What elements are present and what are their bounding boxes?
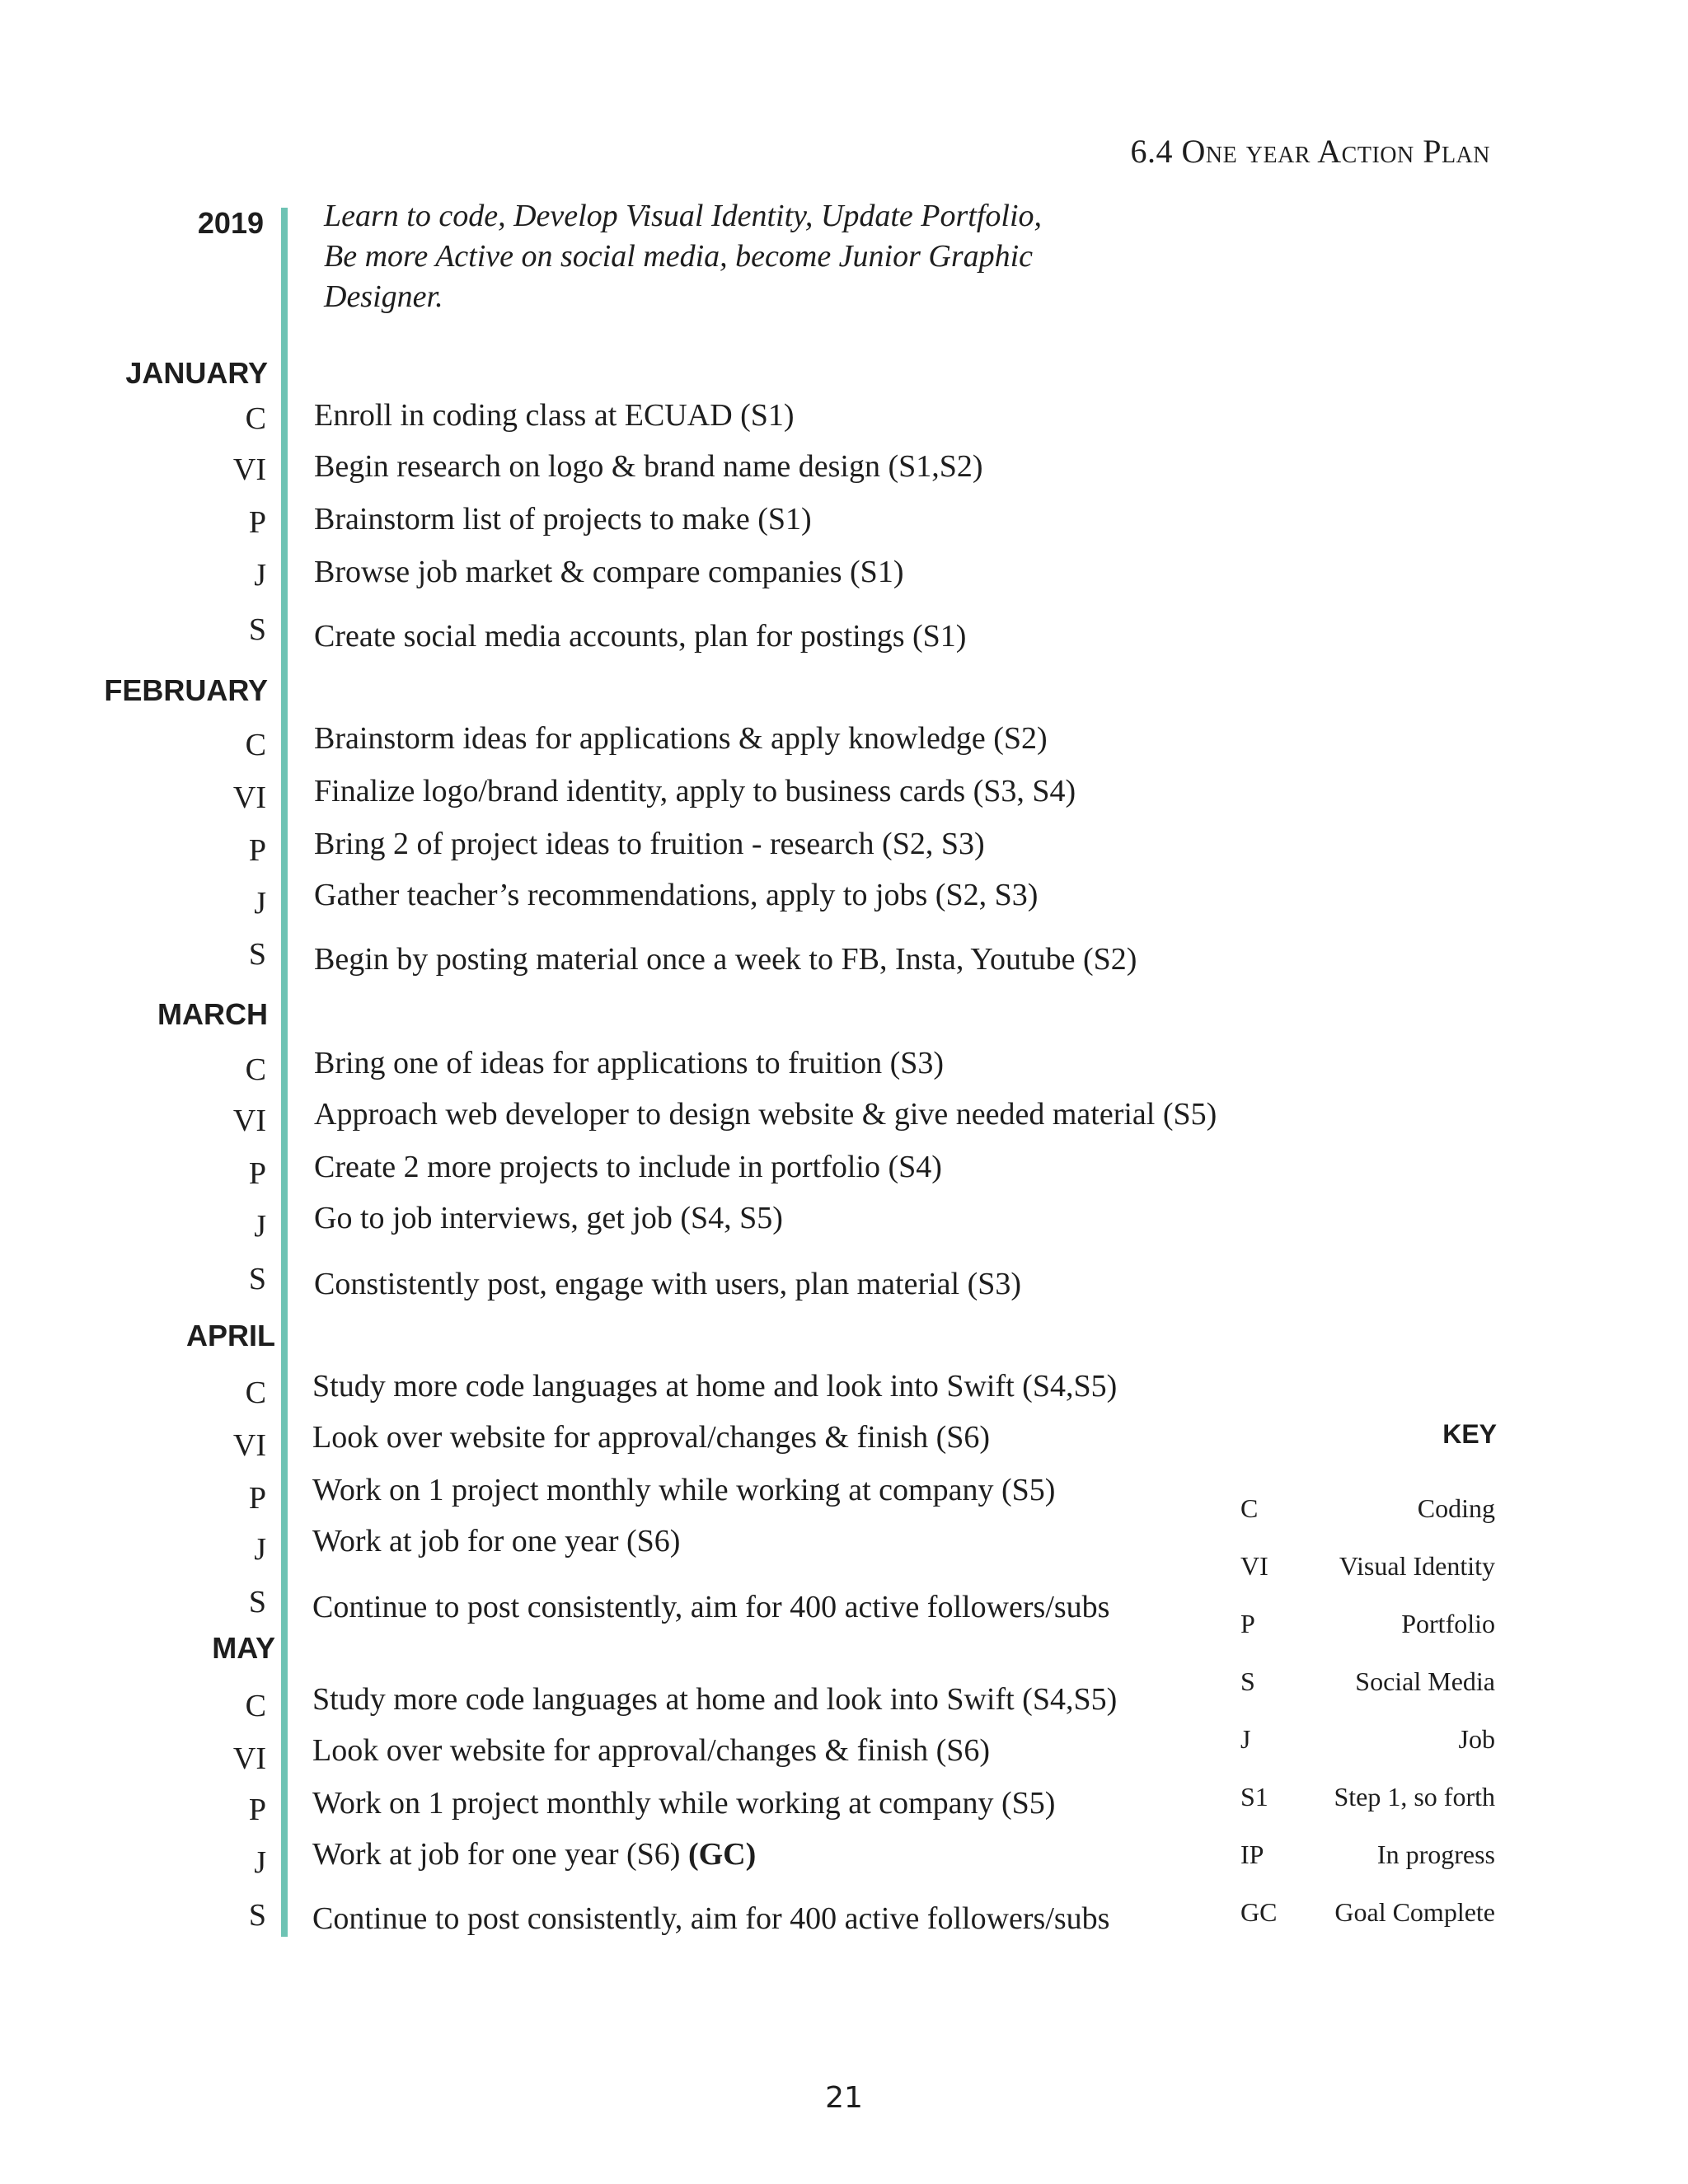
task-text: Approach web developer to design website & give needed material (S5) (314, 1097, 1217, 1132)
task-text: Continue to post consistently, aim for 400 active followers/subs (312, 1901, 1110, 1936)
key-code: GC (1240, 1897, 1278, 1927)
key-code: VI (1240, 1551, 1268, 1581)
task-text: Continue to post consistently, aim for 400 active followers/subs (312, 1590, 1110, 1624)
key-label: Goal Complete (1334, 1897, 1495, 1927)
task-text: Brainstorm list of projects to make (S1) (314, 502, 812, 537)
task-code: S (248, 612, 266, 647)
task-text: Enroll in coding class at ECUAD (S1) (314, 398, 795, 433)
key-code: C (1240, 1493, 1259, 1523)
task-code: J (254, 1209, 266, 1244)
task-text: Create social media accounts, plan for postings (S1) (314, 619, 967, 654)
task-code: P (248, 1793, 266, 1827)
task-code: C (245, 1689, 266, 1723)
year-label: 2019 (197, 206, 264, 240)
section-number: 6.4 (1130, 133, 1174, 170)
key-code: J (1240, 1724, 1251, 1754)
task-text: Study more code languages at home and look into Swift (S4,S5) (312, 1369, 1118, 1404)
task-text: Create 2 more projects to include in portfolio (S4) (314, 1150, 942, 1184)
task-text: Work at job for one year (S6) (312, 1524, 681, 1558)
task-code: S (248, 1262, 266, 1296)
goal-complete-marker: (GC) (687, 1837, 757, 1872)
section-title: One year Action Plan (1181, 133, 1490, 170)
task-code: P (248, 1156, 266, 1191)
task-code: VI (232, 1104, 266, 1138)
task-text: Study more code languages at home and look into Swift (S4,S5) (312, 1682, 1118, 1717)
task-code: P (248, 1481, 266, 1516)
key-code: IP (1240, 1840, 1264, 1869)
task-text: Look over website for approval/changes & finish (S6) (312, 1733, 991, 1768)
section-heading (1131, 132, 1490, 171)
task-code: C (245, 1052, 266, 1087)
task-text: Begin research on logo & brand name design (S1,S2) (314, 449, 983, 484)
task-text: Brainstorm ideas for applications & apply knowledge (S2) (314, 721, 1048, 756)
key-label: Coding (1417, 1493, 1495, 1523)
key-label: Portfolio (1401, 1609, 1495, 1638)
key-code: S1 (1240, 1782, 1268, 1811)
task-code: J (254, 886, 266, 921)
key-label: In progress (1376, 1840, 1495, 1869)
key-code: S (1240, 1666, 1255, 1696)
month-heading-may: MAY (212, 1631, 275, 1665)
task-code: S (248, 1898, 266, 1933)
task-code: C (245, 401, 266, 436)
task-code: VI (232, 1428, 266, 1463)
task-text-main: Work at job for one year (S6) (312, 1837, 681, 1872)
task-text: Bring 2 of project ideas to fruition - research (S2, S3) (314, 827, 985, 861)
month-heading-february: FEBRUARY (104, 673, 268, 707)
task-text: Look over website for approval/changes & finish (S6) (312, 1420, 991, 1455)
task-text: Go to job interviews, get job (S4, S5) (314, 1201, 783, 1235)
task-text: Finalize logo/brand identity, apply to business cards (S3, S4) (314, 774, 1076, 808)
key-label: Job (1458, 1724, 1495, 1754)
key-label: Step 1, so forth (1334, 1782, 1495, 1811)
task-code: S (248, 937, 266, 972)
task-text: Begin by posting material once a week to FB, Insta, Youtube (S2) (314, 942, 1137, 977)
task-text: Bring one of ideas for applications to fruition (S3) (314, 1046, 945, 1080)
task-code: P (248, 505, 266, 540)
task-code: J (254, 1532, 266, 1567)
task-code: C (245, 728, 266, 762)
task-text: Work on 1 project monthly while working at company (S5) (312, 1473, 1056, 1507)
task-text: Constistently post, engage with users, plan material (S3) (314, 1267, 1022, 1301)
month-heading-march: MARCH (157, 997, 268, 1031)
key-code: P (1240, 1609, 1255, 1638)
task-text: Browse job market & compare companies (S1) (314, 555, 904, 589)
task-code: J (254, 1845, 266, 1880)
task-code: VI (232, 452, 266, 487)
task-text: Work on 1 project monthly while working at company (S5) (312, 1786, 1056, 1821)
month-heading-january: JANUARY (125, 356, 268, 390)
task-text: Gather teacher’s recommendations, apply to jobs (S2, S3) (314, 878, 1039, 912)
key-label: Visual Identity (1339, 1551, 1495, 1581)
task-code: S (248, 1585, 266, 1619)
page-number: 21 (825, 2081, 863, 2115)
key-label: Social Media (1355, 1666, 1495, 1696)
task-text (312, 1836, 756, 1872)
task-code: C (245, 1376, 266, 1410)
timeline-bar (281, 208, 288, 1937)
task-code: J (254, 558, 266, 593)
task-code: VI (232, 1741, 266, 1776)
year-goal: Learn to code, Develop Visual Identity, Update Portfolio, Be more Active on social media, become Junior Graphic Designer. (324, 199, 1043, 314)
task-code: P (248, 833, 266, 868)
month-heading-april: APRIL (186, 1319, 275, 1352)
task-code: VI (232, 780, 266, 815)
key-title: KEY (1442, 1419, 1497, 1449)
